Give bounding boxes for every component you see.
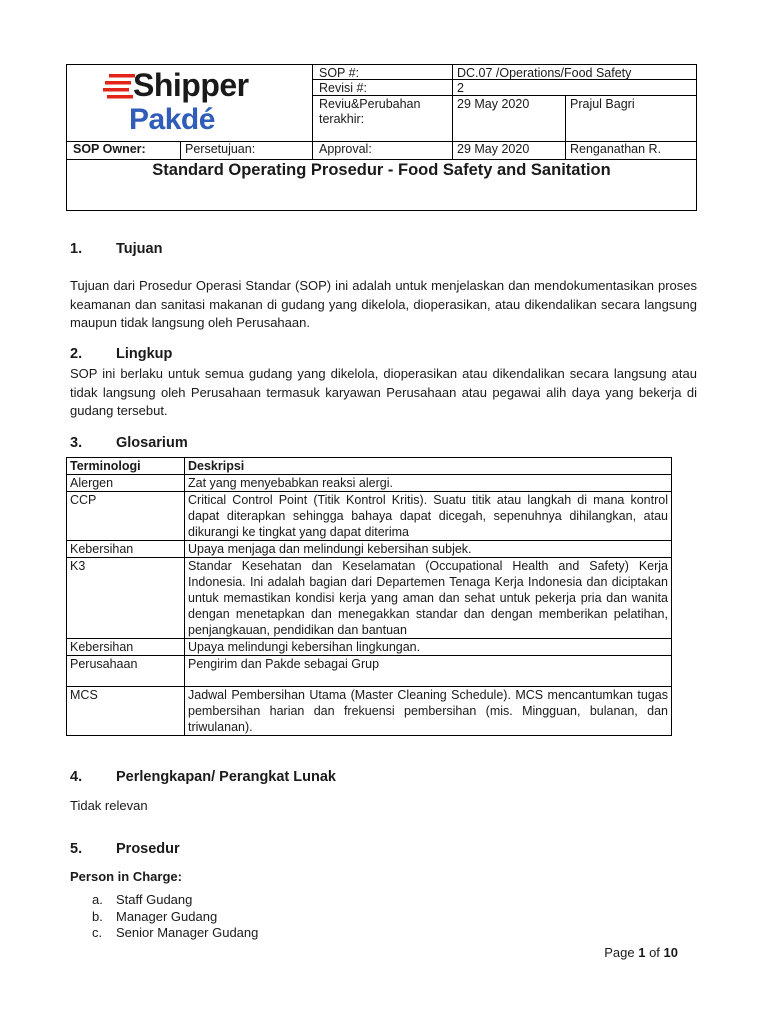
glossary-term: Kebersihan <box>67 639 185 656</box>
table-row <box>67 558 672 639</box>
sop-number-value: DC.07 /Operations/Food Safety <box>457 66 632 80</box>
glossary-desc: Pengirim dan Pakde sebagai Grup <box>185 656 672 687</box>
section-heading-prosedur: 5. Prosedur <box>70 841 180 857</box>
glossary-header-row <box>67 458 672 475</box>
table-row <box>67 639 672 656</box>
document-title: Standard Operating Prosedur - Food Safety and Sanitation <box>152 161 611 179</box>
approval-date: 29 May 2020 <box>457 142 530 156</box>
glossary-desc: Critical Control Point (Titik Kontrol Kritis). Suatu titik atau langkah di mana kontrol dapat diterapkan sehingga bahaya dapat dicegah, sepenuhnya dihilangkan, atau dikurangi ke tingkat yang dapat diterima <box>185 492 672 541</box>
table-row <box>67 492 672 541</box>
review-date: 29 May 2020 <box>457 97 530 111</box>
glossary-desc: Upaya menjaga dan melindungi kebersihan subjek. <box>185 541 672 558</box>
glossary-term: Kebersihan <box>67 541 185 558</box>
glossary-col-term: Terminologi <box>67 458 185 475</box>
sop-header-table <box>66 64 697 211</box>
section-heading-perlengkapan: 4. Perlengkapan/ Perangkat Lunak <box>70 769 336 785</box>
glossary-table <box>66 457 672 736</box>
glossary-desc: Standar Kesehatan dan Keselamatan (Occupational Health and Safety) Kerja Indonesia. Ini adalah bagian dari Departemen Tenaga Kerja Indonesia dan diciptakan untuk memastikan kondisi kerja yang aman dan sehat untuk pekerja pria dan wanita dengan menetapkan dan menegakkan standar dan dengan memberikan pelatihan, penjangkauan, pendidikan dan bantuan <box>185 558 672 639</box>
logo-wordmark-pakde: Pakdé <box>129 103 215 136</box>
glossary-term: K3 <box>67 558 185 639</box>
table-row <box>67 541 672 558</box>
company-logo <box>67 65 312 141</box>
section-heading-glosarium: 3. Glosarium <box>70 435 188 451</box>
section-heading-tujuan: 1. Tujuan <box>70 241 163 257</box>
glossary-term: MCS <box>67 687 185 736</box>
review-label-line1: Reviu&Perubahan <box>319 97 421 111</box>
glossary-col-desc: Deskripsi <box>185 458 672 475</box>
logo-wordmark-shipper: Shipper <box>133 67 249 103</box>
table-row <box>67 656 672 687</box>
table-row <box>67 475 672 492</box>
section-text-lingkup: SOP ini berlaku untuk semua gudang yang dikelola, dioperasikan atau dikendalikan secara langsung atau tidak langsung oleh Perusahaan termasuk karyawan Perusahaan atau pegawai alih daya yang bekerja di gudang tersebut. <box>70 366 697 418</box>
list-item: b. Manager Gudang <box>92 908 218 924</box>
review-person: Prajul Bagri <box>570 97 635 111</box>
glossary-desc: Jadwal Pembersihan Utama (Master Cleaning Schedule). MCS mencantumkan tugas pembersihan harian dan frekuensi pembersihan (mis. Mingguan, bulanan, dan triwulanan). <box>185 687 672 736</box>
glossary-desc: Upaya melindungi kebersihan lingkungan. <box>185 639 672 656</box>
persetujuan-label: Persetujuan: <box>185 142 256 156</box>
glossary-term: Perusahaan <box>67 656 185 687</box>
list-item: c. Senior Manager Gudang <box>92 925 259 940</box>
section-heading-lingkup: 2. Lingkup <box>70 346 173 362</box>
logo-speed-bars-icon <box>103 71 135 101</box>
section-text-perlengkapan: Tidak relevan <box>70 798 148 813</box>
section-text-tujuan: Tujuan dari Prosedur Operasi Standar (SOP) ini adalah untuk menjelaskan dan mendokumentasikan proses keamanan dan sanitasi makanan di gudang yang dikelola, dioperasikan, atau dikendalikan secara langsung maupun tidak langsung oleh Perusahaan. <box>70 278 697 330</box>
sop-number-label: SOP #: <box>319 66 360 80</box>
person-in-charge-list <box>92 892 258 942</box>
glossary-term: Alergen <box>67 475 185 492</box>
revision-value: 2 <box>457 81 464 95</box>
approval-label: Approval: <box>319 142 372 156</box>
review-label-line2: terakhir: <box>319 112 365 126</box>
glossary-term: CCP <box>67 492 185 541</box>
page-number: Page 1 of 10 <box>604 945 678 960</box>
list-item: a. Staff Gudang <box>92 892 193 907</box>
revision-label: Revisi #: <box>319 81 367 95</box>
glossary-desc: Zat yang menyebabkan reaksi alergi. <box>185 475 672 492</box>
table-row <box>67 687 672 736</box>
sop-owner-label: SOP Owner: <box>73 142 146 156</box>
approval-person: Renganathan R. <box>570 142 662 156</box>
person-in-charge-label: Person in Charge: <box>70 869 182 884</box>
